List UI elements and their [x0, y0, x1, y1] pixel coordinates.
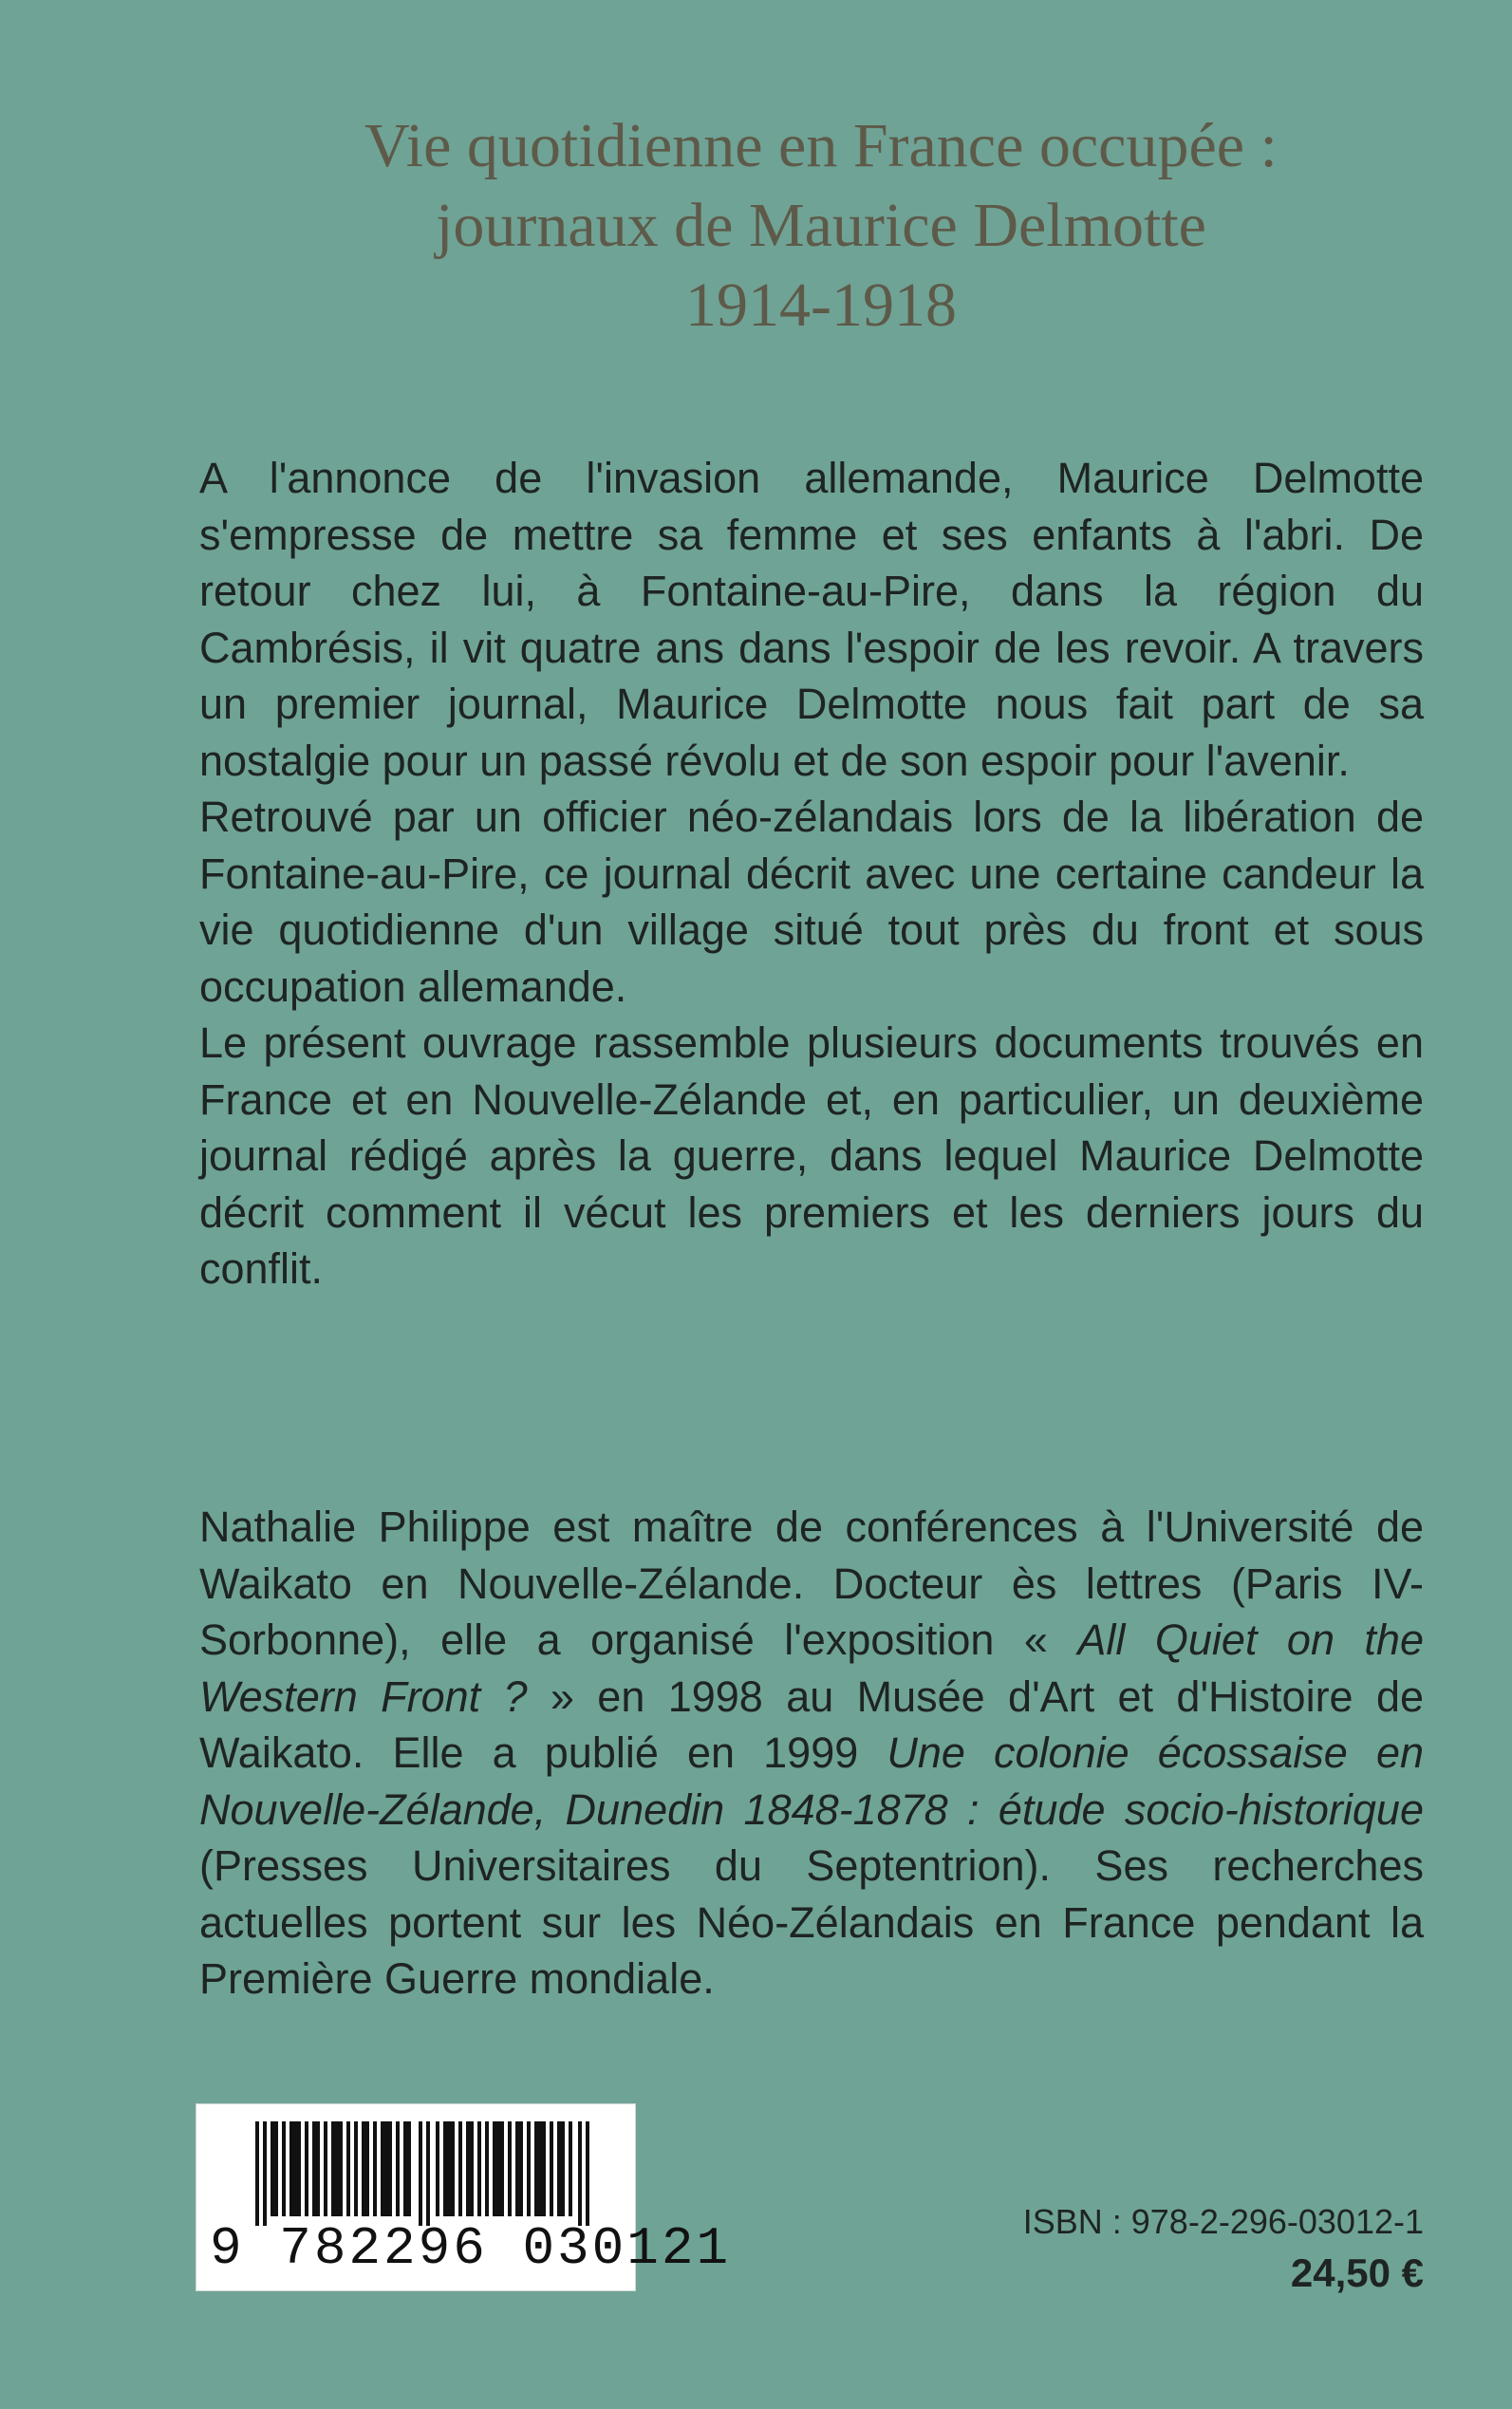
- bio-book-title: Une colonie écossaise en Nouvelle-Zélande, Dunedin 1848-1878 : étude socio-historique: [199, 1728, 1424, 1834]
- price: 24,50 €: [1290, 2250, 1424, 2295]
- summary-paragraph-1: A l'annonce de l'invasion allemande, Maurice Delmotte s'empresse de mettre sa femme et ses enfants à l'abri. De retour chez lui, à Fontaine-au-Pire, dans la région du Cambrésis, il vit quatre ans dans l'espoir de les revoir. A travers un premier journal, Maurice Delmotte nous fait part de sa nostalgie pour un passé révolu et de son espoir pour l'avenir.: [199, 454, 1424, 785]
- barcode-digits: 9 782296 030121: [210, 2218, 732, 2279]
- isbn-number: ISBN : 978-2-296-03012-1: [1022, 2202, 1424, 2241]
- bio-text-1: Nathalie Philippe est maître de conférences à l'Université de Waikato en Nouvelle-Zélande. Docteur ès lettres (Paris IV-Sorbonne), elle a organisé l'exposition «: [199, 1503, 1424, 1664]
- isbn-barcode: [196, 2103, 732, 2291]
- summary-paragraph-3: Le présent ouvrage rassemble plusieurs documents trouvés en France et en Nouvelle-Zélande et, en particulier, un deuxième journal rédigé après la guerre, dans lequel Maurice Delmotte décrit comment il vécut les premiers et les derniers jours du conflit.: [199, 1018, 1424, 1293]
- book-title: [0, 106, 1512, 345]
- title-years: 1914-1918: [685, 271, 957, 340]
- bio-exhibition-title: All Quiet on the Western Front ?: [199, 1615, 1424, 1721]
- bio-text-3: (Presses Universitaires du Septentrion). Ses recherches actuelles portent sur les Néo-Zélandais en France pendant la Première Guerre mondiale.: [199, 1841, 1424, 2003]
- title-line-1: Vie quotidienne en France occupée :: [364, 111, 1278, 180]
- bio-text-2: » en 1998 au Musée d'Art et d'Histoire de Waikato. Elle a publié en 1999: [199, 1671, 1425, 1777]
- book-summary: [199, 450, 1424, 1298]
- author-bio-paragraph: [199, 1499, 1424, 2008]
- barcode-bars: [255, 2121, 616, 2226]
- summary-paragraph-2: Retrouvé par un officier néo-zélandais lors de la libération de Fontaine-au-Pire, ce journal décrit avec une certaine candeur la vie quotidienne d'un village situé tout près du front et sous occupation allemande.: [199, 793, 1424, 1011]
- author-bio: [199, 1499, 1424, 2008]
- title-line-2: journaux de Maurice Delmotte: [436, 191, 1206, 260]
